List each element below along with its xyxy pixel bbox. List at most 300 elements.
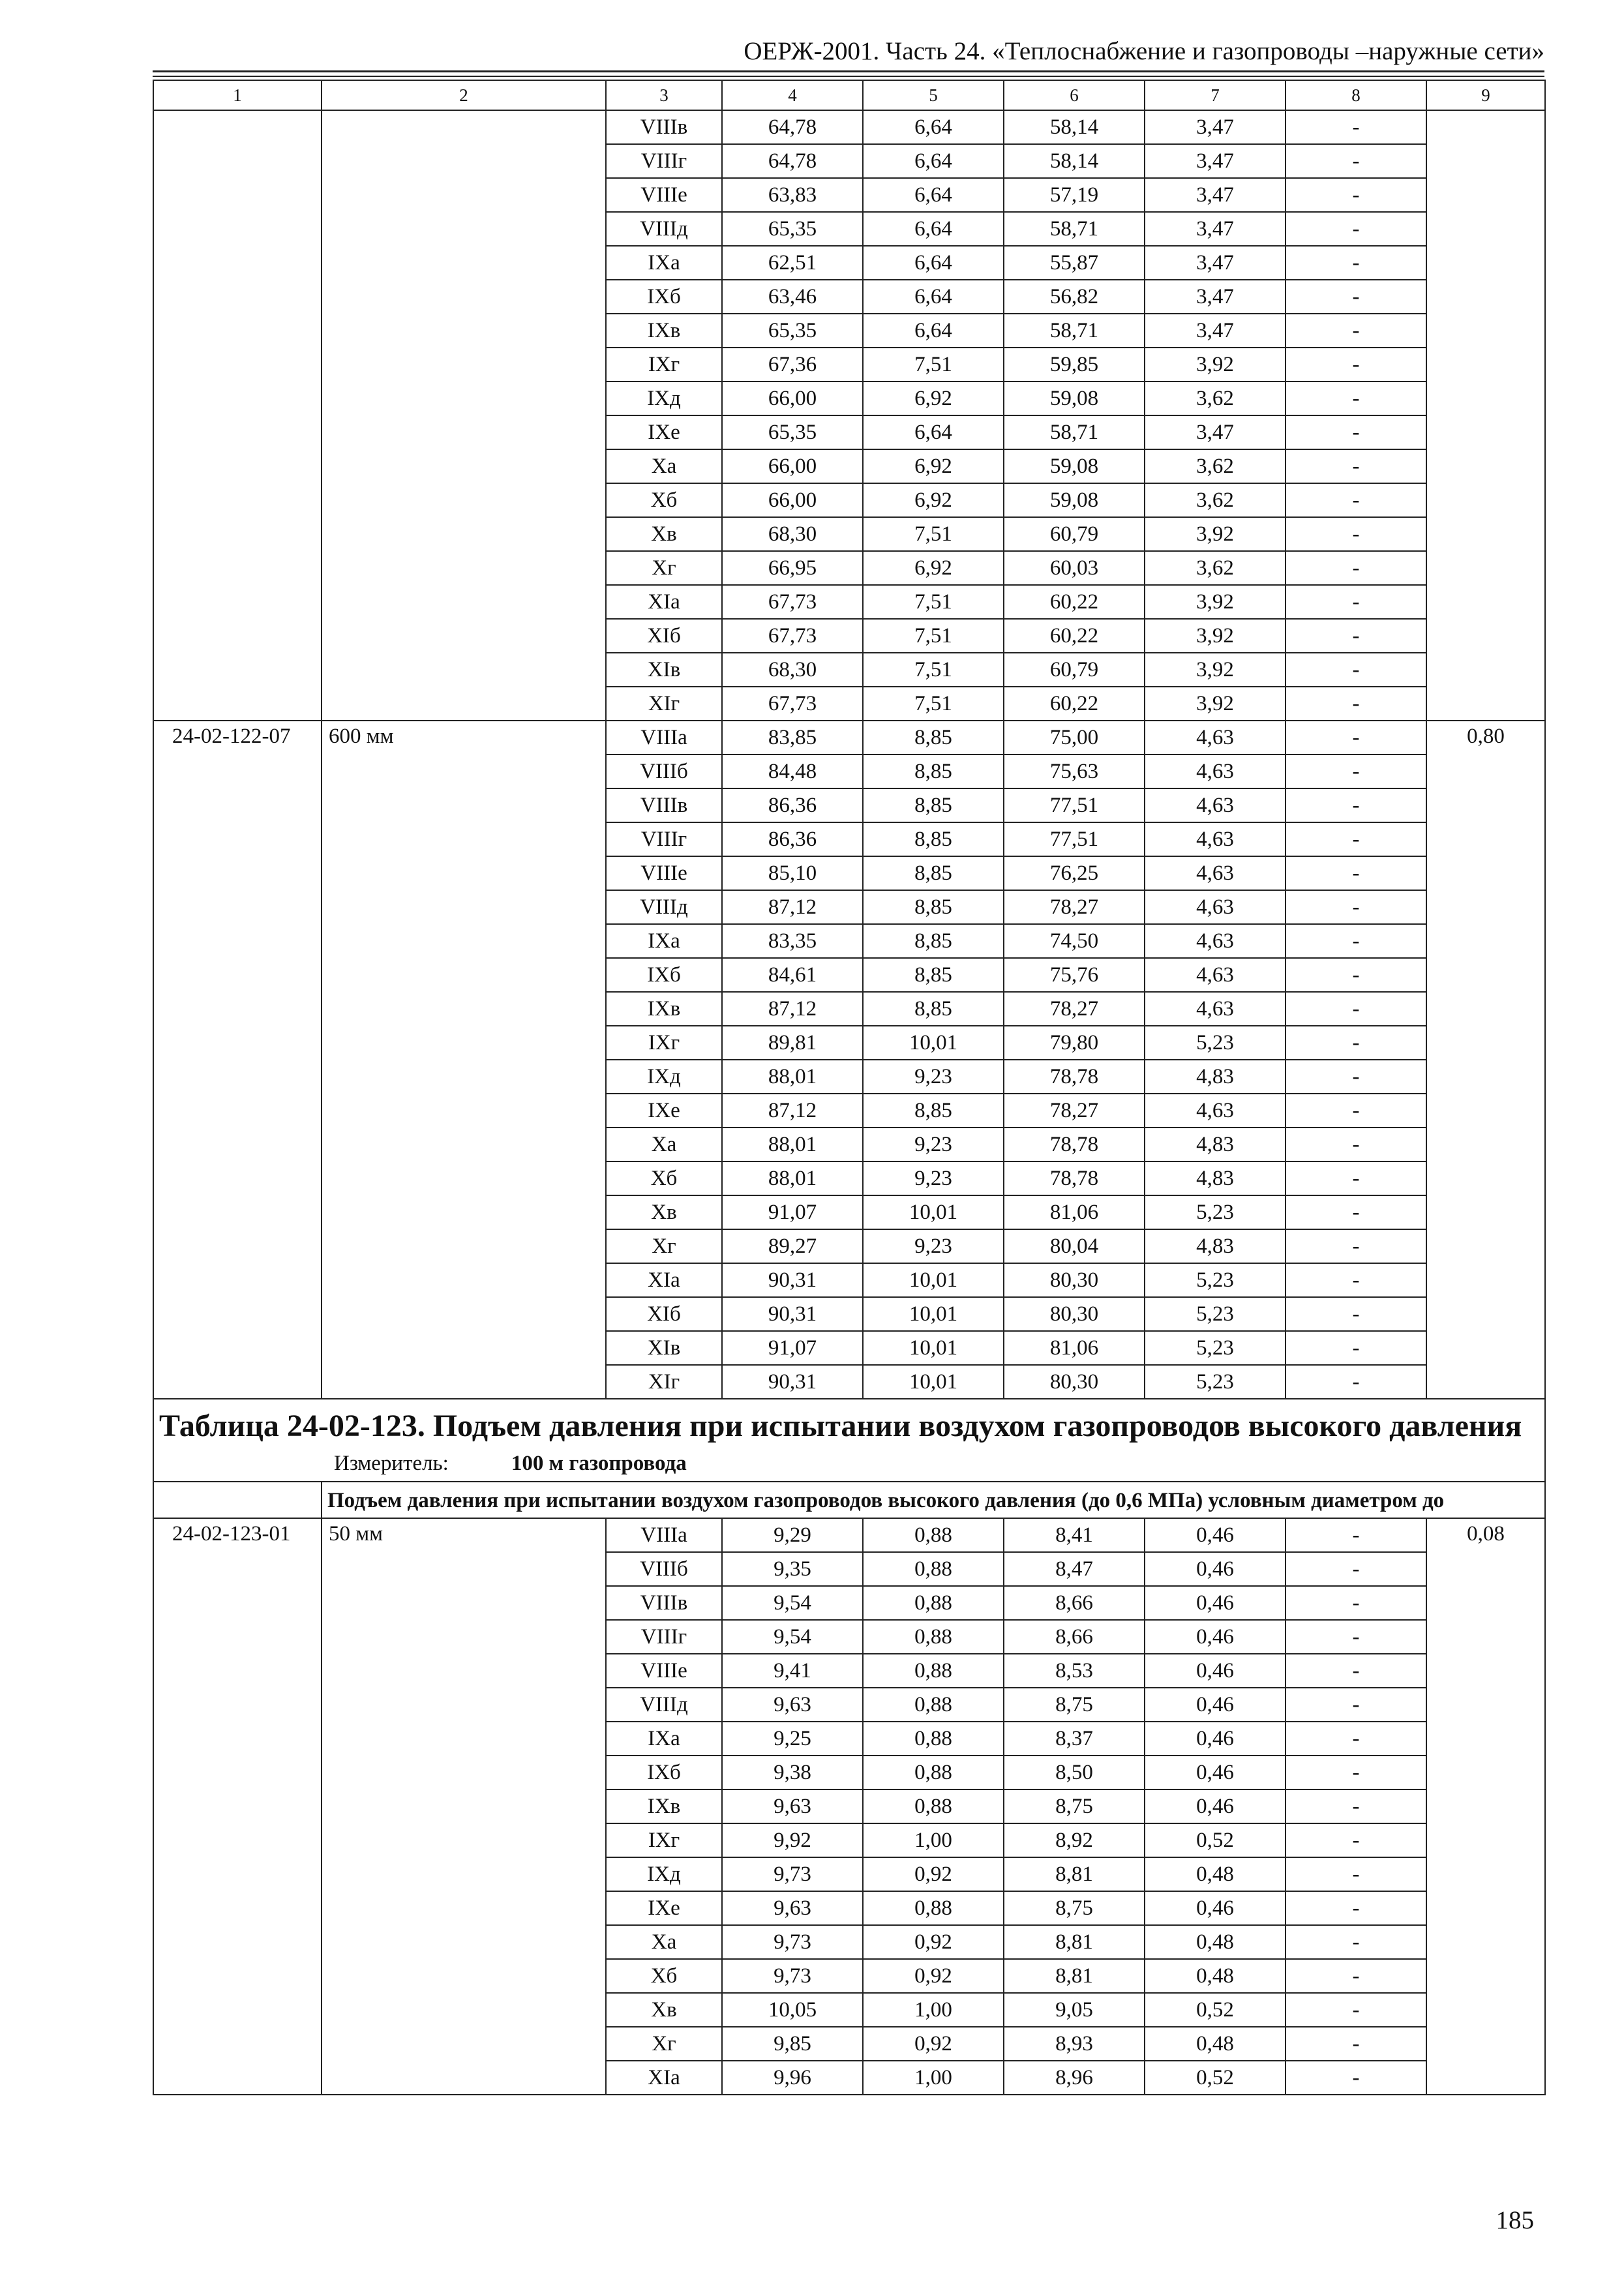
value-cell: 9,23 <box>863 1128 1004 1161</box>
value-cell: 4,63 <box>1145 958 1286 992</box>
subheader-row <box>153 1482 1545 1518</box>
value-cell: 4,63 <box>1145 856 1286 890</box>
value-cell: 0,92 <box>863 1857 1004 1891</box>
value-cell: 80,30 <box>1004 1297 1145 1331</box>
value-cell: 64,78 <box>722 144 863 178</box>
value-cell: 8,85 <box>863 856 1004 890</box>
value-cell: 3,92 <box>1145 348 1286 382</box>
value-cell: 76,25 <box>1004 856 1145 890</box>
value-cell: 0,46 <box>1145 1722 1286 1756</box>
value-cell: 59,08 <box>1004 382 1145 415</box>
value-cell: 81,06 <box>1004 1331 1145 1365</box>
value-cell: - <box>1286 653 1426 687</box>
value-cell: 0,46 <box>1145 1552 1286 1586</box>
value-cell: 90,31 <box>722 1365 863 1399</box>
value-cell: - <box>1286 348 1426 382</box>
region-cell: IXд <box>606 1060 722 1094</box>
value-cell: 0,92 <box>863 2027 1004 2061</box>
value-cell: 8,66 <box>1004 1620 1145 1654</box>
column-header-9: 9 <box>1426 80 1545 110</box>
value-cell: 3,92 <box>1145 517 1286 551</box>
value-cell: 10,01 <box>863 1263 1004 1297</box>
value-cell: 87,12 <box>722 890 863 924</box>
region-cell: IXб <box>606 1756 722 1789</box>
value-cell: 56,82 <box>1004 280 1145 314</box>
value-cell: 1,00 <box>863 1993 1004 2027</box>
value-cell: 84,61 <box>722 958 863 992</box>
column-header-3: 3 <box>606 80 722 110</box>
value-cell: 74,50 <box>1004 924 1145 958</box>
value-cell: - <box>1286 1654 1426 1688</box>
value-cell: 3,92 <box>1145 653 1286 687</box>
value-cell: 8,75 <box>1004 1789 1145 1823</box>
value-cell: 60,03 <box>1004 551 1145 585</box>
diameter-cell: 600 мм <box>322 721 606 1399</box>
value-cell: 10,01 <box>863 1026 1004 1060</box>
value-cell: 60,79 <box>1004 653 1145 687</box>
value-cell: 66,00 <box>722 483 863 517</box>
value-cell: 0,88 <box>863 1688 1004 1722</box>
value-cell: 9,29 <box>722 1518 863 1552</box>
value-cell: - <box>1286 1297 1426 1331</box>
value-cell: 6,64 <box>863 178 1004 212</box>
value-cell: 60,22 <box>1004 687 1145 721</box>
region-cell: VIIIд <box>606 890 722 924</box>
value-cell: 4,63 <box>1145 992 1286 1026</box>
value-cell: 9,23 <box>863 1161 1004 1195</box>
value-cell: - <box>1286 1195 1426 1229</box>
labor-cell: 0,08 <box>1426 1518 1545 2095</box>
value-cell: 3,47 <box>1145 212 1286 246</box>
value-cell: 8,85 <box>863 1094 1004 1128</box>
value-cell: 3,47 <box>1145 178 1286 212</box>
value-cell: 68,30 <box>722 653 863 687</box>
column-header-8: 8 <box>1286 80 1426 110</box>
diameter-cell <box>322 110 606 721</box>
value-cell: - <box>1286 110 1426 144</box>
value-cell: 3,47 <box>1145 110 1286 144</box>
value-cell: 4,63 <box>1145 924 1286 958</box>
value-cell: 3,47 <box>1145 246 1286 280</box>
value-cell: 1,00 <box>863 1823 1004 1857</box>
value-cell: 9,25 <box>722 1722 863 1756</box>
value-cell: 5,23 <box>1145 1297 1286 1331</box>
value-cell: 90,31 <box>722 1297 863 1331</box>
region-cell: XIб <box>606 619 722 653</box>
region-cell: VIIIа <box>606 721 722 755</box>
value-cell: - <box>1286 415 1426 449</box>
value-cell: - <box>1286 1331 1426 1365</box>
value-cell: 65,35 <box>722 212 863 246</box>
subheader-empty-cell <box>153 1482 322 1518</box>
value-cell: - <box>1286 1891 1426 1925</box>
value-cell: 0,88 <box>863 1552 1004 1586</box>
value-cell: - <box>1286 585 1426 619</box>
value-cell: 4,63 <box>1145 890 1286 924</box>
value-cell: - <box>1286 517 1426 551</box>
region-cell: IXд <box>606 1857 722 1891</box>
value-cell: 58,14 <box>1004 110 1145 144</box>
value-cell: 84,48 <box>722 755 863 788</box>
value-cell: - <box>1286 1128 1426 1161</box>
value-cell: 0,46 <box>1145 1789 1286 1823</box>
value-cell: 3,47 <box>1145 144 1286 178</box>
region-cell: IXб <box>606 958 722 992</box>
value-cell: 3,62 <box>1145 382 1286 415</box>
region-cell: Xг <box>606 1229 722 1263</box>
value-cell: 10,05 <box>722 1993 863 2027</box>
region-cell: VIIIа <box>606 1518 722 1552</box>
value-cell: 0,46 <box>1145 1620 1286 1654</box>
value-cell: 77,51 <box>1004 822 1145 856</box>
value-cell: 68,30 <box>722 517 863 551</box>
value-cell: 87,12 <box>722 992 863 1026</box>
region-cell: IXв <box>606 992 722 1026</box>
value-cell: 0,46 <box>1145 1688 1286 1722</box>
value-cell: 0,46 <box>1145 1518 1286 1552</box>
region-cell: XIв <box>606 1331 722 1365</box>
unit-value: 100 м газопровода <box>511 1451 687 1475</box>
region-cell: IXг <box>606 1026 722 1060</box>
region-cell: VIIIб <box>606 755 722 788</box>
column-header-row <box>153 80 1545 110</box>
value-cell: 5,23 <box>1145 1365 1286 1399</box>
value-cell: 0,52 <box>1145 1823 1286 1857</box>
value-cell: 3,92 <box>1145 585 1286 619</box>
region-cell: VIIIе <box>606 1654 722 1688</box>
rate-code-cell: 24-02-123-01 <box>153 1518 322 2095</box>
value-cell: - <box>1286 1823 1426 1857</box>
value-cell: 0,88 <box>863 1518 1004 1552</box>
value-cell: 79,80 <box>1004 1026 1145 1060</box>
value-cell: 8,85 <box>863 992 1004 1026</box>
value-cell: - <box>1286 2027 1426 2061</box>
value-cell: 55,87 <box>1004 246 1145 280</box>
value-cell: - <box>1286 687 1426 721</box>
value-cell: 0,48 <box>1145 2027 1286 2061</box>
value-cell: 9,92 <box>722 1823 863 1857</box>
value-cell: 6,92 <box>863 483 1004 517</box>
value-cell: 58,14 <box>1004 144 1145 178</box>
region-cell: XIа <box>606 1263 722 1297</box>
value-cell: 63,83 <box>722 178 863 212</box>
value-cell: 9,63 <box>722 1891 863 1925</box>
value-cell: - <box>1286 1789 1426 1823</box>
value-cell: 9,85 <box>722 2027 863 2061</box>
region-cell: VIIIв <box>606 788 722 822</box>
value-cell: 7,51 <box>863 619 1004 653</box>
value-cell: 0,52 <box>1145 2061 1286 2095</box>
value-cell: - <box>1286 551 1426 585</box>
value-cell: 8,85 <box>863 958 1004 992</box>
value-cell: 3,62 <box>1145 483 1286 517</box>
region-cell: IXг <box>606 1823 722 1857</box>
value-cell: 80,04 <box>1004 1229 1145 1263</box>
value-cell: 3,92 <box>1145 687 1286 721</box>
value-cell: - <box>1286 1857 1426 1891</box>
value-cell: 67,73 <box>722 619 863 653</box>
region-cell: Xа <box>606 1128 722 1161</box>
region-cell: Xв <box>606 517 722 551</box>
column-header-1: 1 <box>153 80 322 110</box>
value-cell: 0,48 <box>1145 1925 1286 1959</box>
diameter-cell: 50 мм <box>322 1518 606 2095</box>
value-cell: 91,07 <box>722 1195 863 1229</box>
value-cell: - <box>1286 1552 1426 1586</box>
value-cell: 8,85 <box>863 890 1004 924</box>
value-cell: 0,46 <box>1145 1891 1286 1925</box>
value-cell: 0,88 <box>863 1756 1004 1789</box>
value-cell: - <box>1286 178 1426 212</box>
value-cell: 88,01 <box>722 1060 863 1094</box>
region-cell: VIIIд <box>606 212 722 246</box>
value-cell: 5,23 <box>1145 1195 1286 1229</box>
value-cell: 7,51 <box>863 585 1004 619</box>
value-cell: 8,75 <box>1004 1688 1145 1722</box>
region-cell: VIIIв <box>606 1586 722 1620</box>
region-cell: Xб <box>606 483 722 517</box>
value-cell: 90,31 <box>722 1263 863 1297</box>
value-cell: - <box>1286 1263 1426 1297</box>
rate-code-cell <box>153 110 322 721</box>
value-cell: 10,01 <box>863 1195 1004 1229</box>
value-cell: - <box>1286 144 1426 178</box>
value-cell: 60,22 <box>1004 619 1145 653</box>
region-cell: Xа <box>606 449 722 483</box>
value-cell: - <box>1286 1756 1426 1789</box>
value-cell: 60,22 <box>1004 585 1145 619</box>
region-cell: VIIIд <box>606 1688 722 1722</box>
value-cell: 8,85 <box>863 788 1004 822</box>
value-cell: 0,48 <box>1145 1959 1286 1993</box>
value-cell: 8,41 <box>1004 1518 1145 1552</box>
value-cell: 6,64 <box>863 415 1004 449</box>
unit-line <box>159 1452 1539 1475</box>
region-cell: VIIIв <box>606 110 722 144</box>
value-cell: 0,88 <box>863 1891 1004 1925</box>
value-cell: 86,36 <box>722 822 863 856</box>
value-cell: 62,51 <box>722 246 863 280</box>
value-cell: 88,01 <box>722 1128 863 1161</box>
value-cell: 6,64 <box>863 246 1004 280</box>
value-cell: 8,47 <box>1004 1552 1145 1586</box>
region-cell: IXе <box>606 415 722 449</box>
value-cell: 3,62 <box>1145 449 1286 483</box>
value-cell: 0,88 <box>863 1789 1004 1823</box>
value-cell: 9,05 <box>1004 1993 1145 2027</box>
value-cell: 67,73 <box>722 585 863 619</box>
value-cell: 0,48 <box>1145 1857 1286 1891</box>
value-cell: 6,64 <box>863 212 1004 246</box>
value-cell: 6,92 <box>863 382 1004 415</box>
value-cell: 4,63 <box>1145 755 1286 788</box>
value-cell: 7,51 <box>863 517 1004 551</box>
value-cell: - <box>1286 788 1426 822</box>
value-cell: 78,78 <box>1004 1161 1145 1195</box>
value-cell: - <box>1286 721 1426 755</box>
value-cell: 3,92 <box>1145 619 1286 653</box>
column-header-4: 4 <box>722 80 863 110</box>
value-cell: 5,23 <box>1145 1026 1286 1060</box>
value-cell: 9,96 <box>722 2061 863 2095</box>
value-cell: 5,23 <box>1145 1331 1286 1365</box>
value-cell: 77,51 <box>1004 788 1145 822</box>
region-cell: VIIIг <box>606 1620 722 1654</box>
value-cell: 80,30 <box>1004 1365 1145 1399</box>
region-cell: IXб <box>606 280 722 314</box>
region-cell: IXг <box>606 348 722 382</box>
value-cell: 0,52 <box>1145 1993 1286 2027</box>
value-cell: 89,27 <box>722 1229 863 1263</box>
value-cell: 8,66 <box>1004 1586 1145 1620</box>
value-cell: 9,73 <box>722 1959 863 1993</box>
value-cell: 3,47 <box>1145 415 1286 449</box>
value-cell: 9,63 <box>722 1789 863 1823</box>
value-cell: 4,63 <box>1145 721 1286 755</box>
region-cell: VIIIе <box>606 856 722 890</box>
value-cell: 6,64 <box>863 144 1004 178</box>
value-cell: 8,92 <box>1004 1823 1145 1857</box>
value-cell: 6,64 <box>863 314 1004 348</box>
value-cell: - <box>1286 1229 1426 1263</box>
page-header-title: ОЕРЖ-2001. Часть 24. «Теплоснабжение и газопроводы –наружные сети» <box>744 37 1544 65</box>
value-cell: - <box>1286 1365 1426 1399</box>
value-cell: - <box>1286 619 1426 653</box>
region-cell: XIг <box>606 687 722 721</box>
region-cell: IXв <box>606 314 722 348</box>
value-cell: 83,85 <box>722 721 863 755</box>
value-cell: 8,96 <box>1004 2061 1145 2095</box>
column-header-7: 7 <box>1145 80 1286 110</box>
value-cell: 81,06 <box>1004 1195 1145 1229</box>
region-cell: VIIIб <box>606 1552 722 1586</box>
value-cell: - <box>1286 822 1426 856</box>
value-cell: 57,19 <box>1004 178 1145 212</box>
value-cell: - <box>1286 449 1426 483</box>
value-cell: - <box>1286 212 1426 246</box>
table-row <box>153 1518 1545 1552</box>
value-cell: 9,23 <box>863 1229 1004 1263</box>
value-cell: 66,00 <box>722 449 863 483</box>
region-cell: VIIIг <box>606 144 722 178</box>
value-cell: 75,00 <box>1004 721 1145 755</box>
value-cell: - <box>1286 1959 1426 1993</box>
value-cell: - <box>1286 924 1426 958</box>
value-cell: - <box>1286 856 1426 890</box>
table-caption-row <box>153 1399 1545 1482</box>
value-cell: - <box>1286 2061 1426 2095</box>
region-cell: Xб <box>606 1161 722 1195</box>
value-cell: 8,50 <box>1004 1756 1145 1789</box>
value-cell: - <box>1286 958 1426 992</box>
value-cell: 67,36 <box>722 348 863 382</box>
value-cell: 58,71 <box>1004 314 1145 348</box>
value-cell: 78,78 <box>1004 1128 1145 1161</box>
region-cell: IXв <box>606 1789 722 1823</box>
value-cell: 8,85 <box>863 822 1004 856</box>
value-cell: 78,27 <box>1004 890 1145 924</box>
value-cell: 67,73 <box>722 687 863 721</box>
value-cell: 0,92 <box>863 1959 1004 1993</box>
value-cell: 88,01 <box>722 1161 863 1195</box>
value-cell: 60,79 <box>1004 517 1145 551</box>
value-cell: 5,23 <box>1145 1263 1286 1297</box>
header-rule <box>153 70 1544 72</box>
value-cell: - <box>1286 246 1426 280</box>
value-cell: 4,83 <box>1145 1161 1286 1195</box>
value-cell: 78,27 <box>1004 1094 1145 1128</box>
value-cell: 0,46 <box>1145 1756 1286 1789</box>
value-cell: - <box>1286 1620 1426 1654</box>
unit-label: Измеритель: <box>334 1451 449 1475</box>
value-cell: - <box>1286 483 1426 517</box>
rates-table <box>153 80 1546 2095</box>
value-cell: 58,71 <box>1004 415 1145 449</box>
value-cell: - <box>1286 1161 1426 1195</box>
value-cell: 9,63 <box>722 1688 863 1722</box>
region-cell: Xв <box>606 1993 722 2027</box>
value-cell: 0,92 <box>863 1925 1004 1959</box>
value-cell: 10,01 <box>863 1297 1004 1331</box>
page-number: 185 <box>1496 2206 1534 2234</box>
value-cell: 9,23 <box>863 1060 1004 1094</box>
value-cell: 85,10 <box>722 856 863 890</box>
value-cell: 75,76 <box>1004 958 1145 992</box>
labor-cell <box>1426 110 1545 721</box>
value-cell: 9,38 <box>722 1756 863 1789</box>
value-cell: 8,85 <box>863 721 1004 755</box>
region-cell: Xг <box>606 2027 722 2061</box>
rate-code-cell: 24-02-122-07 <box>153 721 322 1399</box>
value-cell: - <box>1286 1026 1426 1060</box>
value-cell: 6,92 <box>863 449 1004 483</box>
value-cell: 58,71 <box>1004 212 1145 246</box>
value-cell: - <box>1286 1925 1426 1959</box>
value-cell: - <box>1286 1722 1426 1756</box>
column-header-6: 6 <box>1004 80 1145 110</box>
value-cell: 59,08 <box>1004 483 1145 517</box>
region-cell: XIа <box>606 2061 722 2095</box>
value-cell: 9,35 <box>722 1552 863 1586</box>
value-cell: 10,01 <box>863 1331 1004 1365</box>
value-cell: - <box>1286 992 1426 1026</box>
region-cell: IXа <box>606 246 722 280</box>
value-cell: - <box>1286 755 1426 788</box>
value-cell: 0,88 <box>863 1586 1004 1620</box>
table-row <box>153 110 1545 144</box>
value-cell: 9,73 <box>722 1925 863 1959</box>
region-cell: IXд <box>606 382 722 415</box>
value-cell: 8,37 <box>1004 1722 1145 1756</box>
value-cell: 6,64 <box>863 280 1004 314</box>
value-cell: 10,01 <box>863 1365 1004 1399</box>
region-cell: XIб <box>606 1297 722 1331</box>
value-cell: 7,51 <box>863 653 1004 687</box>
value-cell: 9,41 <box>722 1654 863 1688</box>
value-cell: - <box>1286 382 1426 415</box>
value-cell: 6,92 <box>863 551 1004 585</box>
value-cell: 4,63 <box>1145 1094 1286 1128</box>
region-cell: Xг <box>606 551 722 585</box>
value-cell: 66,00 <box>722 382 863 415</box>
value-cell: 63,46 <box>722 280 863 314</box>
value-cell: 0,88 <box>863 1620 1004 1654</box>
value-cell: 0,46 <box>1145 1654 1286 1688</box>
value-cell: - <box>1286 890 1426 924</box>
value-cell: 0,88 <box>863 1722 1004 1756</box>
region-cell: IXа <box>606 1722 722 1756</box>
value-cell: - <box>1286 280 1426 314</box>
